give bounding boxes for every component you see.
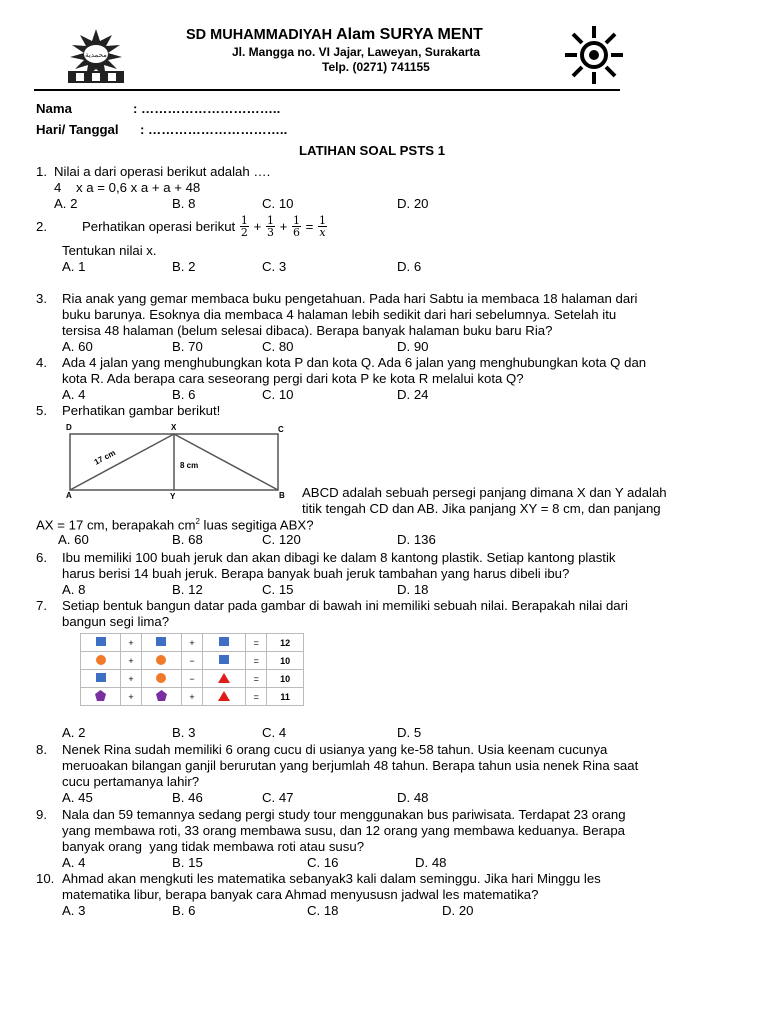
fraction-1: $\frac{1}{2}$ (240, 214, 248, 239)
q6-line-2: harus berisi 14 buah jeruk. Berapa banyak buah jeruk tambahan yang harus dibeli ibu? (62, 566, 570, 581)
q1-option-d[interactable]: D. 20 (397, 196, 429, 211)
q7-option-b[interactable]: B. 3 (172, 725, 196, 740)
q3-option-a[interactable]: A. 60 (62, 339, 93, 354)
q8-number: 8. (36, 742, 47, 757)
q7-option-a[interactable]: A. 2 (62, 725, 86, 740)
q9-option-c[interactable]: C. 16 (307, 855, 339, 870)
q3-number: 3. (36, 291, 47, 306)
q9-option-d[interactable]: D. 48 (415, 855, 447, 870)
plus-sign: + (279, 219, 288, 234)
q3-option-c[interactable]: C. 80 (262, 339, 294, 354)
muhammadiyah-logo (62, 27, 130, 85)
q5-number: 5. (36, 403, 47, 418)
q5-line-2: titik tengah CD dan AB. Jika panjang XY = 8 cm, dan panjang (302, 501, 661, 516)
pentagon-shape (156, 690, 167, 701)
table-row: + − = 10 (81, 670, 304, 688)
q4-line-2: kota R. Ada berapa cara seseorang pergi dari kota P ke kota R melalui kota Q? (62, 371, 524, 386)
hari-field[interactable]: : ………………………….. (140, 122, 288, 137)
q7-option-c[interactable]: C. 4 (262, 725, 287, 740)
square-shape (219, 637, 229, 646)
q6-option-a[interactable]: A. 8 (62, 582, 86, 597)
q6-option-d[interactable]: D. 18 (397, 582, 429, 597)
q10-option-d[interactable]: D. 20 (442, 903, 474, 918)
label-y: Y (170, 492, 176, 501)
q6-option-b[interactable]: B. 12 (172, 582, 203, 597)
q8-option-d[interactable]: D. 48 (397, 790, 429, 805)
nama-label: Nama (36, 101, 72, 116)
q9-number: 9. (36, 807, 47, 822)
q10-number: 10. (36, 871, 55, 886)
triangle-shape (218, 673, 230, 683)
q1-equation: 4 x a = 0,6 x a + a + 48 (54, 180, 201, 195)
q7-line-1: Setiap bentuk bangun datar pada gambar di bawah ini memiliki sebuah nilai. Berapakah nilai dari (62, 598, 628, 613)
q6-option-c[interactable]: C. 15 (262, 582, 294, 597)
label-b: B (279, 491, 285, 500)
q1-option-c[interactable]: C. 10 (262, 196, 294, 211)
q8-line-2: meruoakan bilangan ganjil berurutan yang berjumlah 48 tahun. Berapa tahun usia nenek Rina saat (62, 758, 639, 773)
q1-option-a[interactable]: A. 2 (54, 196, 78, 211)
q8-option-c[interactable]: C. 47 (262, 790, 294, 805)
q8-line-1: Nenek Rina sudah memiliki 6 orang cucu di usianya yang ke-58 tahun. Usia keenam cucunya (62, 742, 608, 757)
q10-line-2: matematika libur, berapa banyak cara Ahmad menyususn jadwal les matematika? (62, 887, 539, 902)
square-shape (96, 673, 106, 682)
q4-option-c[interactable]: C. 10 (262, 387, 294, 402)
q8-option-a[interactable]: A. 45 (62, 790, 93, 805)
q2-number: 2. (36, 219, 47, 234)
q9-line-2: yang membawa roti, 33 orang membawa susu, dan 12 orang yang membawa keduanya. Berapa (62, 823, 625, 838)
q10-option-b[interactable]: B. 6 (172, 903, 196, 918)
q4-option-b[interactable]: B. 6 (172, 387, 196, 402)
pentagon-shape (95, 690, 106, 701)
q9-line-3: banyak orang yang tidak membawa roti atau susu? (62, 839, 365, 854)
header-rule (34, 89, 620, 91)
q6-line-1: Ibu memiliki 100 buah jeruk dan akan dibagi ke dalam 8 kantong plastik. Setiap kantong plastik (62, 550, 616, 565)
q1-option-b[interactable]: B. 8 (172, 196, 196, 211)
square-shape (156, 637, 166, 646)
label-ax-length: 17 cm (92, 448, 117, 467)
page-title: LATIHAN SOAL PSTS 1 (299, 143, 446, 158)
surya-sun-logo (562, 24, 626, 86)
q7-line-2: bangun segi lima? (62, 614, 170, 629)
q5-text: Perhatikan gambar berikut! (62, 403, 221, 418)
label-x: X (171, 423, 177, 432)
shape-equation-table (80, 633, 304, 706)
q5-option-b[interactable]: B. 68 (172, 532, 203, 547)
q10-option-a[interactable]: A. 3 (62, 903, 86, 918)
table-row: + + = 11 (81, 688, 304, 706)
rectangle-figure (62, 420, 294, 504)
square-shape (96, 637, 106, 646)
q10-option-c[interactable]: C. 18 (307, 903, 339, 918)
q1-text: Nilai a dari operasi berikut adalah …. (54, 164, 271, 179)
nama-field[interactable]: : ………………………….. (133, 101, 281, 116)
q10-line-1: Ahmad akan mengkuti les matematika sebanyak3 kali dalam seminggu. Jika hari Minggu les (62, 871, 601, 886)
q5-option-a[interactable]: A. 60 (58, 532, 89, 547)
q9-option-a[interactable]: A. 4 (62, 855, 86, 870)
q9-option-b[interactable]: B. 15 (172, 855, 203, 870)
q4-number: 4. (36, 355, 47, 370)
label-xy-length: 8 cm (180, 461, 199, 470)
q7-option-d[interactable]: D. 5 (397, 725, 422, 740)
q5-line-1: ABCD adalah sebuah persegi panjang dimana X dan Y adalah (302, 485, 667, 500)
q7-number: 7. (36, 598, 47, 613)
equals-sign: = (305, 219, 314, 234)
q3-line-2: buku barunya. Esoknya dia membaca 4 halaman lebih sedikit dari hari sebelumnya. Setelah itu (62, 307, 617, 322)
q2-text-row (82, 215, 328, 238)
school-address: Jl. Mangga no. VI Jajar, Laweyan, Surakarta (232, 45, 481, 59)
q2-option-d[interactable]: D. 6 (397, 259, 422, 274)
label-a: A (66, 491, 72, 500)
fraction-3: $\frac{1}{6}$ (292, 214, 300, 239)
q3-option-b[interactable]: B. 70 (172, 339, 203, 354)
table-row: + − = 10 (81, 652, 304, 670)
fraction-2: $\frac{1}{3}$ (266, 214, 274, 239)
q2-text: Perhatikan operasi berikut (82, 219, 236, 234)
q4-option-d[interactable]: D. 24 (397, 387, 429, 402)
q8-option-b[interactable]: B. 46 (172, 790, 203, 805)
q3-option-d[interactable]: D. 90 (397, 339, 429, 354)
label-d: D (66, 423, 72, 432)
school-phone: Telp. (0271) 741155 (322, 60, 430, 74)
label-c: C (278, 425, 284, 434)
svg-text:محمدية: محمدية (85, 51, 107, 59)
triangle-shape (218, 691, 230, 701)
plus-sign: + (253, 219, 262, 234)
circle-shape (156, 673, 166, 683)
q3-line-3: tersisa 48 halaman (belum selesai dibaca). Berapa banyak halaman buku baru Ria? (62, 323, 553, 338)
q3-line-1: Ria anak yang gemar membaca buku pengetahuan. Pada hari Sabtu ia membaca 18 halaman dari (62, 291, 638, 306)
q1-number: 1. (36, 164, 47, 179)
hari-label: Hari/ Tanggal (36, 122, 119, 137)
school-name: SD MUHAMMADIYAH Alam SURYA MENT (186, 26, 483, 43)
q8-line-3: cucu pertamanya lahir? (62, 774, 200, 789)
q6-number: 6. (36, 550, 47, 565)
q2-subtext: Tentukan nilai x. (62, 243, 157, 258)
circle-shape (96, 655, 106, 665)
q2-option-a[interactable]: A. 1 (62, 259, 86, 274)
q5-option-d[interactable]: D. 136 (397, 532, 436, 547)
q4-line-1: Ada 4 jalan yang menghubungkan kota P dan kota Q. Ada 6 jalan yang menghubungkan kota Q dan (62, 355, 647, 370)
circle-shape (156, 655, 166, 665)
q5-option-c[interactable]: C. 120 (262, 532, 301, 547)
q2-option-b[interactable]: B. 2 (172, 259, 196, 274)
square-shape (219, 655, 229, 664)
q5-line-3: AX = 17 cm, berapakah $cm^2$ luas segitiga ABX? (36, 517, 314, 533)
q9-line-1: Nala dan 59 temannya sedang pergi study tour menggunakan bus pariwisata. Terdapat 23 orang (62, 807, 626, 822)
q2-option-c[interactable]: C. 3 (262, 259, 287, 274)
table-row: + + = 12 (81, 634, 304, 652)
fraction-4: $\frac{1}{x}$ (319, 214, 327, 239)
q4-option-a[interactable]: A. 4 (62, 387, 86, 402)
